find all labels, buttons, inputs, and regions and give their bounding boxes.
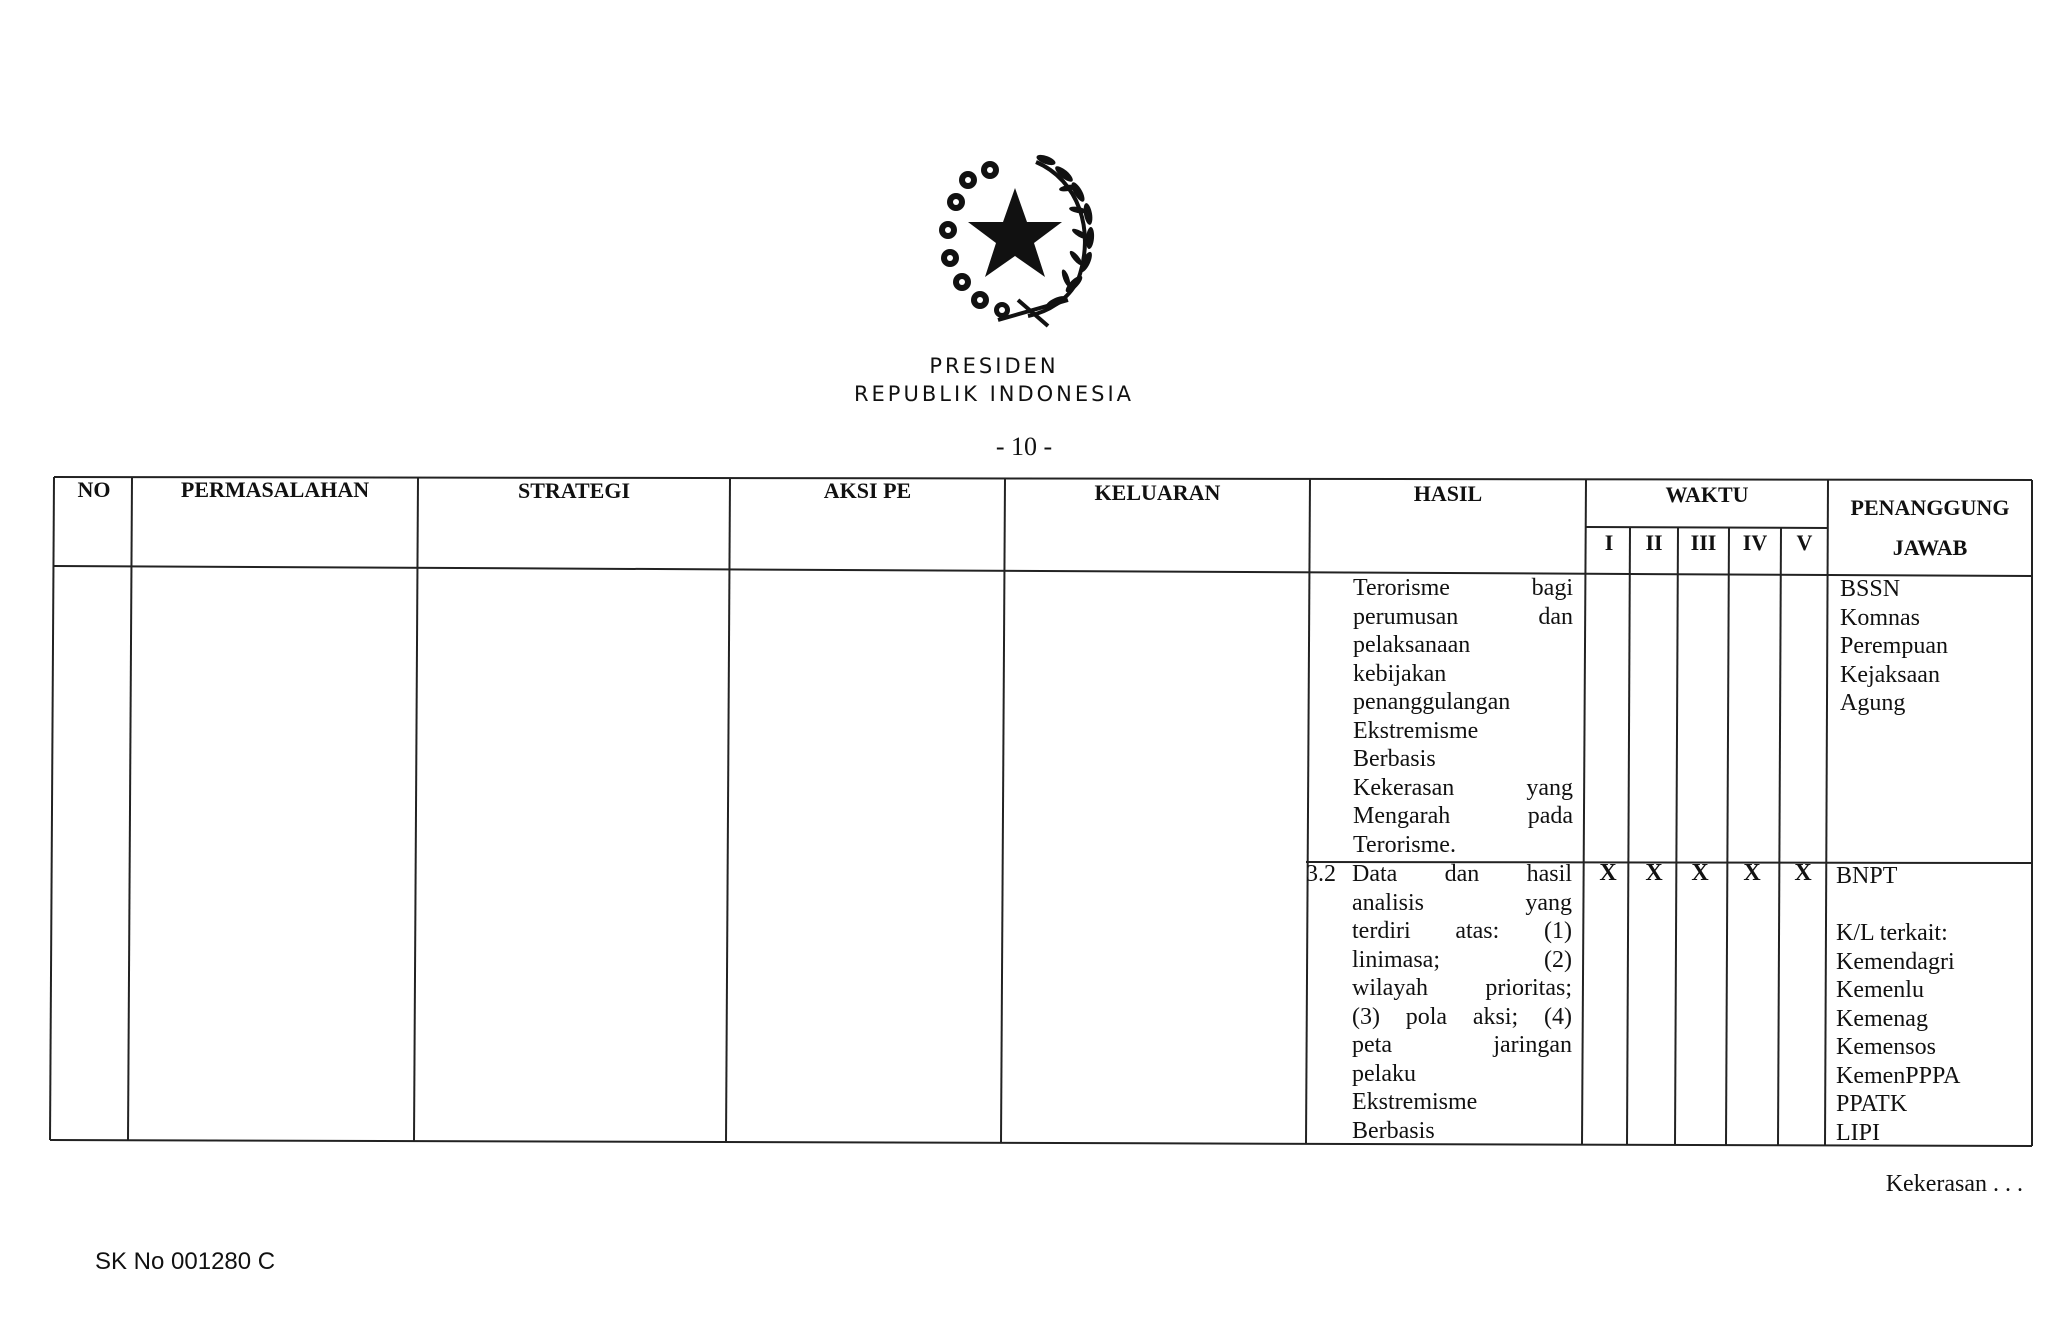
word: (3)	[1352, 1003, 1380, 1030]
word: linimasa;	[1352, 946, 1440, 973]
hasil-line	[1352, 860, 1572, 889]
hasil-line	[1353, 660, 1573, 689]
document-code: SK No 001280 C	[95, 1248, 276, 1275]
continuation-text: Kekerasan . . .	[1885, 1171, 2023, 1197]
hasil-line	[1352, 917, 1572, 946]
word: Berbasis	[1352, 1117, 1435, 1144]
word: perumusan	[1353, 603, 1459, 630]
agency-name: Kemensos	[1836, 1034, 1936, 1060]
hasil-line	[1353, 631, 1573, 660]
hasil-cell-row-2	[1352, 860, 1572, 1145]
word: terdiri	[1352, 918, 1411, 944]
hasil-line	[1353, 603, 1573, 632]
column-header-waktu-iii: III	[1690, 530, 1717, 555]
column-header-penanggung: PENANGGUNG	[1850, 495, 2010, 520]
word: kebijakan	[1353, 660, 1447, 687]
hasil-line	[1352, 1031, 1572, 1060]
column-header-keluaran: KELUARAN	[1094, 480, 1221, 505]
word: pada	[1527, 803, 1573, 829]
hasil-line	[1353, 717, 1573, 746]
word: pelaksanaan	[1353, 632, 1471, 658]
column-header-waktu-iv: IV	[1742, 530, 1768, 555]
waktu-mark-iv: X	[1743, 860, 1761, 886]
word: (2)	[1544, 946, 1572, 973]
hasil-line	[1352, 889, 1572, 918]
hasil-line	[1352, 946, 1572, 975]
hasil-line	[1353, 831, 1573, 860]
hasil-line	[1352, 1088, 1572, 1117]
hasil-line	[1353, 574, 1573, 603]
agency-name: KemenPPPA	[1836, 1062, 1961, 1089]
word: aksi;	[1472, 1003, 1519, 1030]
word: Mengarah	[1353, 803, 1451, 829]
column-header-waktu-v: V	[1796, 530, 1813, 555]
word: yang	[1525, 889, 1572, 916]
presidential-emblem-icon	[928, 150, 1102, 330]
word: bagi	[1531, 575, 1573, 601]
word: Berbasis	[1353, 746, 1436, 772]
agency-name: Agung	[1840, 690, 1906, 716]
agency-name: BSSN	[1840, 576, 1901, 602]
header-title-presiden: PRESIDEN	[929, 354, 1059, 378]
word: Kekerasan	[1353, 774, 1455, 801]
word: pelaku	[1352, 1060, 1416, 1087]
word: (1)	[1544, 918, 1572, 944]
column-header-no: NO	[77, 477, 111, 502]
hasil-number-row-2: 3.2	[1306, 861, 1336, 887]
column-header-waktu-ii: II	[1645, 530, 1663, 555]
word: dan	[1444, 861, 1480, 887]
word: yang	[1526, 774, 1573, 801]
column-header-permasalahan: PERMASALAHAN	[180, 477, 370, 502]
agency-name: BNPT	[1836, 863, 1898, 889]
word: Data	[1352, 861, 1398, 887]
word: dan	[1538, 603, 1573, 630]
header-title-republik: REPUBLIK INDONESIA	[853, 382, 1135, 406]
word: wilayah	[1352, 975, 1428, 1001]
agency-name: K/L terkait:	[1836, 920, 1948, 946]
word: Terorisme.	[1353, 831, 1456, 858]
agency-name	[1836, 891, 2026, 920]
agency-name: LIPI	[1836, 1119, 1880, 1146]
penanggung-cell-row-1	[1840, 575, 2025, 718]
agency-name: Komnas	[1840, 604, 1920, 631]
hasil-line	[1353, 688, 1573, 717]
waktu-mark-v: X	[1794, 860, 1812, 886]
word: Ekstremisme	[1352, 1089, 1478, 1115]
word: analisis	[1352, 889, 1424, 916]
page-number: - 10 -	[995, 432, 1053, 461]
waktu-mark-i: X	[1599, 860, 1617, 886]
hasil-line	[1353, 745, 1573, 774]
word: prioritas;	[1485, 975, 1572, 1001]
hasil-line	[1353, 802, 1573, 831]
word: Terorisme	[1353, 575, 1450, 601]
hasil-line	[1352, 1060, 1572, 1089]
waktu-mark-iii: X	[1691, 860, 1709, 886]
column-header-waktu: WAKTU	[1665, 482, 1749, 507]
penanggung-cell-row-2	[1836, 862, 2026, 1147]
agency-name: Perempuan	[1840, 633, 1948, 659]
word: Ekstremisme	[1353, 717, 1479, 744]
word: hasil	[1526, 861, 1572, 887]
column-header-jawab: JAWAB	[1892, 535, 1968, 560]
agency-name: PPATK	[1836, 1091, 1908, 1117]
hasil-line	[1352, 1003, 1572, 1032]
column-header-aksi: AKSI PE	[823, 478, 912, 503]
agency-name: Kemenlu	[1836, 977, 1924, 1003]
waktu-mark-ii: X	[1645, 860, 1663, 886]
word: (4)	[1543, 1003, 1572, 1030]
hasil-cell-row-1	[1353, 574, 1573, 859]
agency-name: Kemenag	[1836, 1005, 1928, 1032]
hasil-line	[1353, 774, 1573, 803]
agency-name: Kejaksaan	[1840, 661, 1940, 688]
agency-name: Kemendagri	[1836, 948, 1955, 975]
hasil-line	[1352, 1117, 1572, 1146]
word: atas:	[1455, 918, 1500, 944]
hasil-line	[1352, 974, 1572, 1003]
word: jaringan	[1493, 1032, 1572, 1058]
column-header-hasil: HASIL	[1413, 481, 1483, 506]
word: pola	[1405, 1003, 1448, 1030]
word: peta	[1352, 1032, 1392, 1058]
column-header-waktu-i: I	[1604, 530, 1614, 555]
word: penanggulangan	[1353, 689, 1511, 715]
column-header-strategi: STRATEGI	[517, 478, 631, 503]
